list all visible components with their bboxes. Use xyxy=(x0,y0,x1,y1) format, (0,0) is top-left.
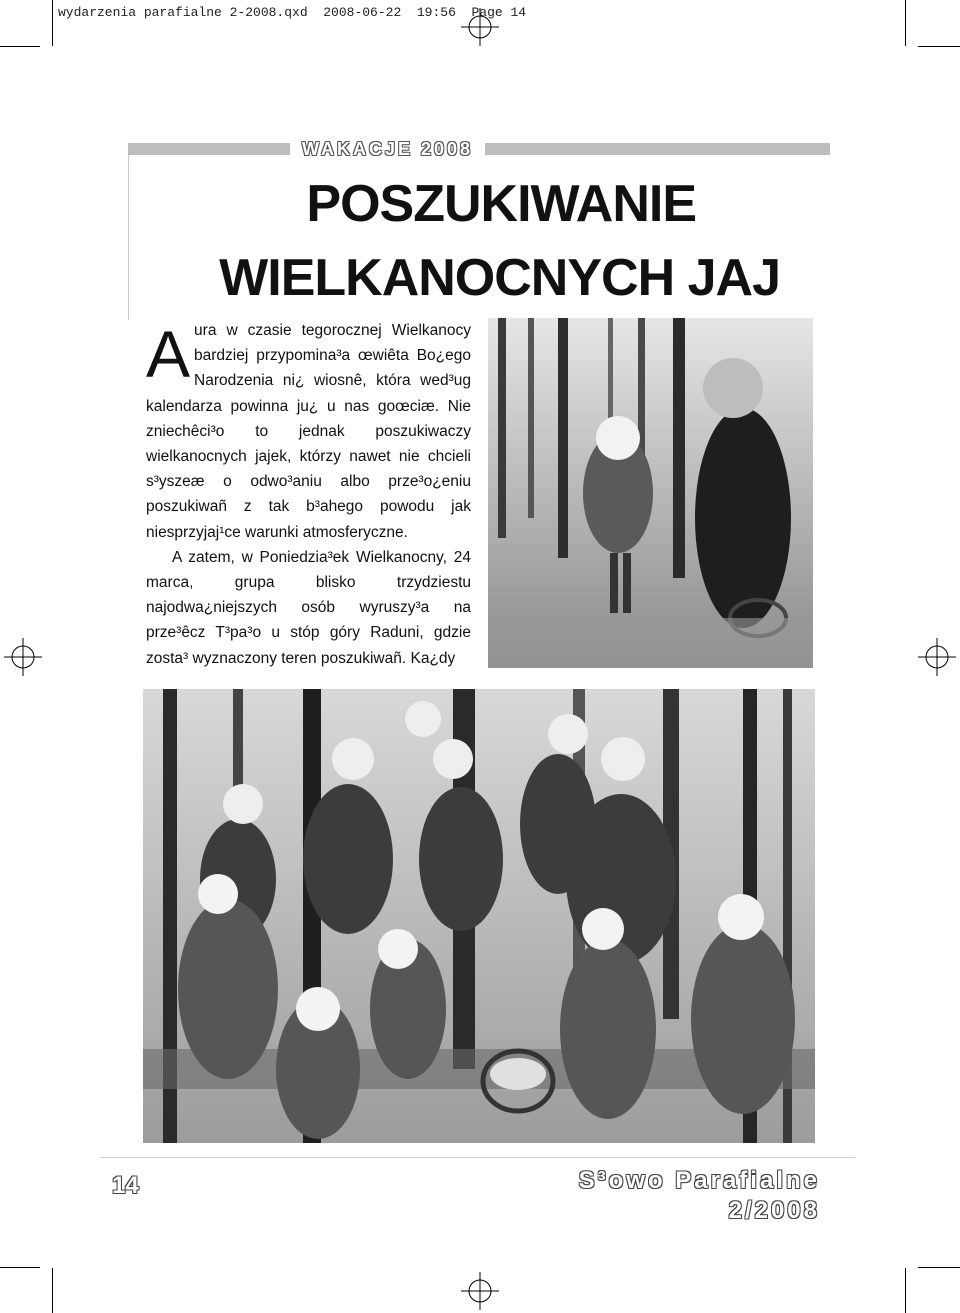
registration-mark-icon xyxy=(461,8,499,46)
page-number: 14 xyxy=(112,1172,139,1199)
registration-mark-icon xyxy=(918,638,956,676)
crop-mark xyxy=(52,1268,53,1313)
section-label: WAKACJE 2008 xyxy=(290,138,485,160)
magazine-name: S³owo Parafialne xyxy=(578,1167,820,1194)
footer-rule xyxy=(100,1157,855,1158)
photo-children-group xyxy=(143,689,815,1143)
crop-mark xyxy=(0,46,40,47)
magazine-issue: 2/2008 xyxy=(728,1197,820,1224)
paragraph-1-text: ura w czasie tegorocznej Wielkanocy bardziej przypomina³a œwiêta Bo¿ego Narodzenia ni¿ wiosnê, która wed³ug kalendarza powinna ju¿ u nas goœciæ. Nie zniechêci³o to jednak poszukiwaczy wielkanocnych jajek, którzy nawet nie chcieli s³yszeæ o odwo³aniu albo prze³o¿eniu poszukiwañ z tak b³ahego powodu jak niesprzyjaj¹ce warunki atmosferyczne. xyxy=(146,322,471,541)
paragraph-1 xyxy=(146,318,471,545)
crop-mark xyxy=(918,1267,960,1268)
paragraph-2: A zatem, w Poniedzia³ek Wielkanocny, 24 marca, grupa blisko trzydziestu najodwa¿niejszych osób wyruszy³a na prze³êcz T³pa³o u stóp góry Raduni, gdzie zosta³ wyznaczony teren poszukiwañ. Ka¿dy xyxy=(146,548,471,667)
photo-girls-with-baskets xyxy=(488,318,813,668)
article-body xyxy=(146,318,471,671)
margin-rule xyxy=(128,155,129,320)
crop-mark xyxy=(918,46,960,47)
crop-mark xyxy=(52,0,53,46)
article-title-line-1: POSZUKIWANIE xyxy=(306,175,696,233)
magazine-masthead xyxy=(579,1166,820,1226)
registration-mark-icon xyxy=(461,1272,499,1310)
crop-mark xyxy=(0,1267,40,1268)
printer-slug: wydarzenia parafialne 2-2008.qxd 2008-06-22 19:56 Page 14 xyxy=(58,5,527,20)
article-title-line-2: WIELKANOCNYCH JAJ xyxy=(219,249,780,307)
crop-mark xyxy=(905,1268,906,1313)
registration-mark-icon xyxy=(4,638,42,676)
crop-mark xyxy=(905,0,906,46)
drop-cap: A xyxy=(146,317,191,391)
